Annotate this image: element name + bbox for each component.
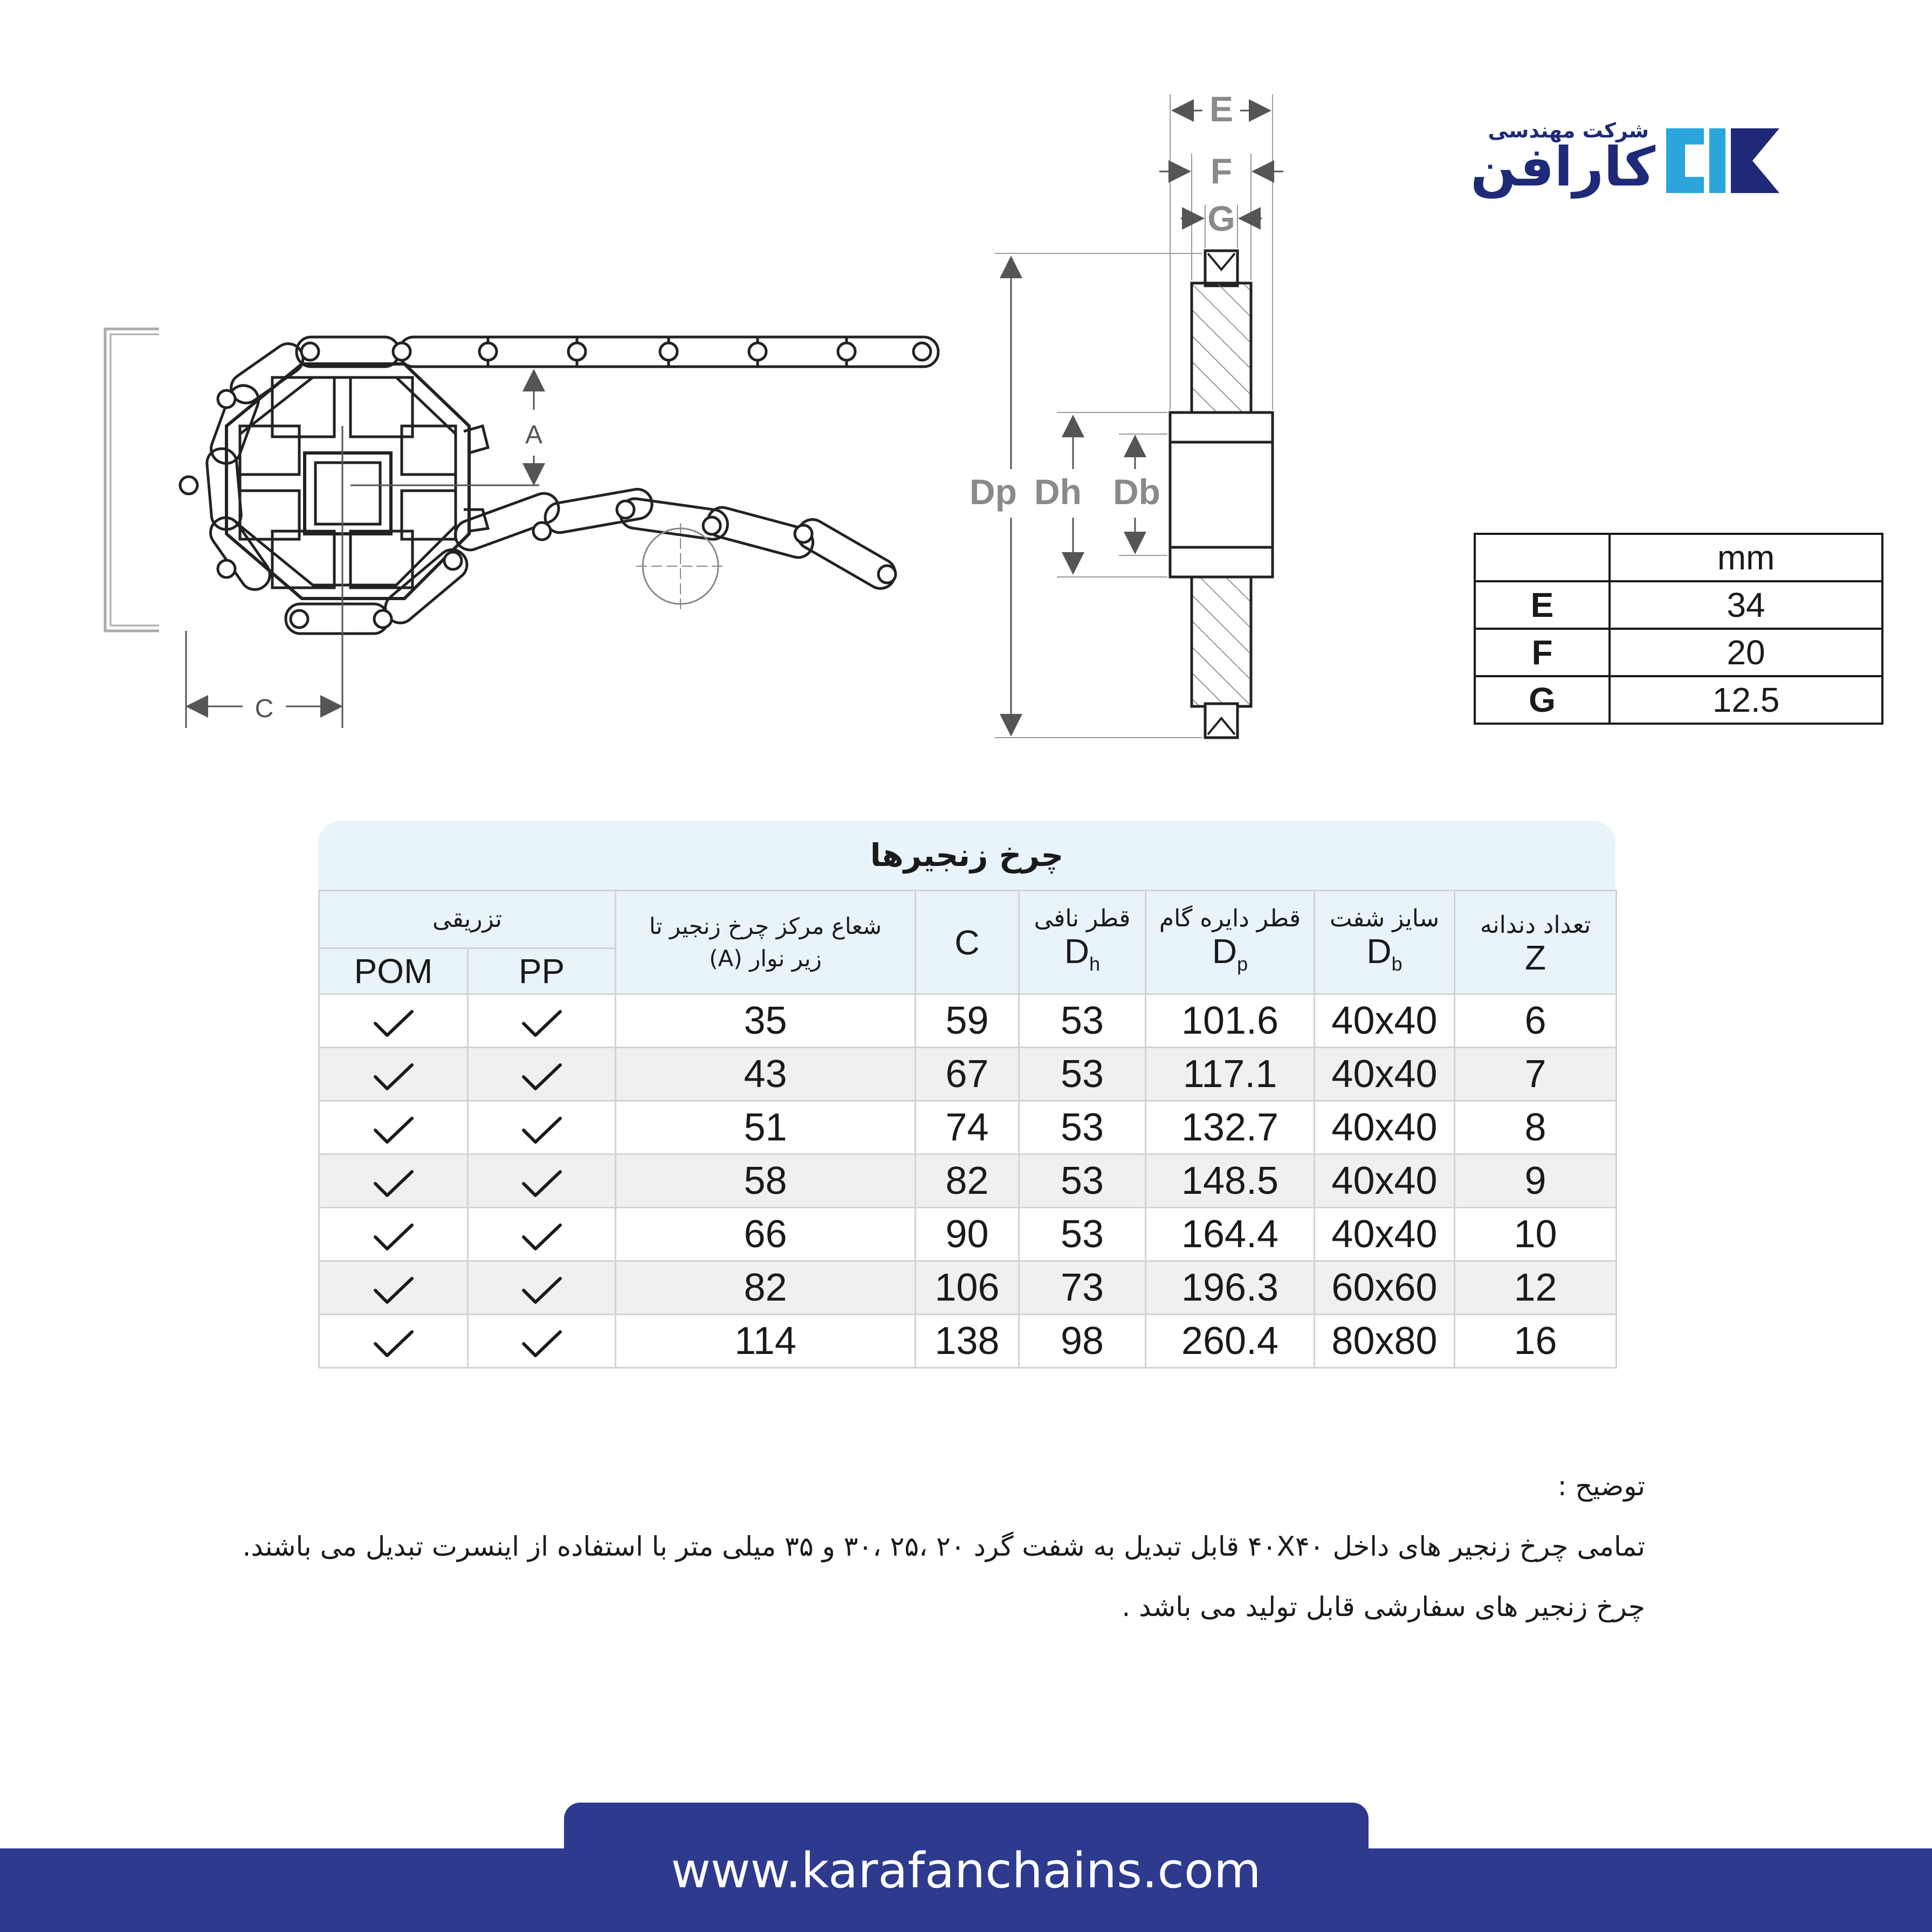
header-db xyxy=(1315,891,1455,994)
cell-z: 6 xyxy=(1455,994,1617,1048)
header-a-line2: زیر نوار (A) xyxy=(709,945,822,972)
notes-section xyxy=(81,1456,1645,1637)
cell-dp: 164.4 xyxy=(1146,1208,1315,1261)
check-icon xyxy=(372,1222,415,1252)
dimension-row-g xyxy=(1475,676,1882,724)
check-icon xyxy=(520,1329,563,1359)
header-pp-text: PP xyxy=(518,952,565,991)
header-a-line1: شعاع مرکز چرخ زنجیر تا xyxy=(649,912,882,939)
header-dh-fa: قطر نافی xyxy=(1034,904,1131,932)
cell-db: 40x40 xyxy=(1315,1208,1455,1261)
check-icon xyxy=(372,1329,415,1359)
notes-heading: توضیح : xyxy=(1557,1470,1645,1502)
dimension-key: F xyxy=(1475,629,1610,676)
cell-db: 40x40 xyxy=(1315,1154,1455,1208)
table-row xyxy=(319,1048,1617,1101)
check-icon xyxy=(520,1062,563,1092)
check-icon xyxy=(520,1275,563,1305)
cell-z: 8 xyxy=(1455,1101,1617,1154)
table-row xyxy=(319,1154,1617,1208)
cell-a: 66 xyxy=(616,1208,916,1261)
label-dp: Dp xyxy=(970,472,1017,512)
cell-z: 7 xyxy=(1455,1048,1617,1101)
cell-dh: 73 xyxy=(1019,1261,1146,1315)
label-g: G xyxy=(1207,198,1235,238)
sprocket-side-section xyxy=(1170,251,1273,738)
notes-line-2: چرخ زنجیر های سفارشی قابل تولید می باشد . xyxy=(1122,1591,1645,1622)
check-icon xyxy=(372,1168,415,1199)
cell-pp xyxy=(468,1315,616,1368)
cell-dp: 260.4 xyxy=(1146,1315,1315,1368)
table-row xyxy=(319,1315,1617,1368)
dimension-table-corner xyxy=(1475,534,1610,581)
header-z xyxy=(1455,891,1617,994)
dimension-unit: mm xyxy=(1610,534,1882,581)
sprocket-table-container xyxy=(318,821,1615,1369)
header-injection-text: تزریقی xyxy=(432,905,502,933)
cell-a: 51 xyxy=(616,1101,916,1154)
cell-c: 67 xyxy=(916,1048,1019,1101)
header-injection xyxy=(319,891,616,948)
header-dp-sub: p xyxy=(1237,952,1248,975)
cell-c: 82 xyxy=(916,1154,1019,1208)
sprocket-table-title: چرخ زنجیرها xyxy=(318,821,1615,890)
dimension-row-e xyxy=(1475,581,1882,629)
cell-z: 12 xyxy=(1455,1261,1617,1315)
cell-pp xyxy=(468,1208,616,1261)
cell-pom xyxy=(319,1154,468,1208)
label-db: Db xyxy=(1113,472,1160,512)
header-a xyxy=(616,891,916,994)
cell-pom xyxy=(319,1208,468,1261)
website-link[interactable]: www.karafanchains.com xyxy=(671,1842,1261,1899)
header-pom-text: POM xyxy=(354,952,433,991)
cell-c: 106 xyxy=(916,1261,1019,1315)
cell-z: 16 xyxy=(1455,1315,1617,1368)
cell-dp: 132.7 xyxy=(1146,1101,1315,1154)
check-icon xyxy=(372,1062,415,1092)
header-db-sym: D xyxy=(1366,931,1392,971)
cell-pom xyxy=(319,1048,468,1101)
cell-pp xyxy=(468,994,616,1048)
cell-db: 40x40 xyxy=(1315,994,1455,1048)
cell-a: 114 xyxy=(616,1315,916,1368)
check-icon xyxy=(372,1008,415,1039)
header-pp xyxy=(468,948,616,994)
logo-subtitle: شرکت مهندسی xyxy=(1488,119,1649,142)
dimension-row-f xyxy=(1475,629,1882,676)
cell-z: 10 xyxy=(1455,1208,1617,1261)
header-z-fa: تعداد دندانه xyxy=(1480,911,1591,939)
header-dp-sym: D xyxy=(1212,931,1237,971)
header-c xyxy=(916,891,1019,994)
header-dh-sym: D xyxy=(1064,931,1090,971)
sprocket-table-header-row-1 xyxy=(319,891,1617,948)
cell-dh: 98 xyxy=(1019,1315,1146,1368)
cell-pp xyxy=(468,1048,616,1101)
sprocket-table xyxy=(318,890,1617,1369)
logo-name: کارافن xyxy=(1470,135,1655,198)
check-icon xyxy=(372,1275,415,1305)
cell-c: 59 xyxy=(916,994,1019,1048)
cell-pp xyxy=(468,1101,616,1154)
cell-pom xyxy=(319,1315,468,1368)
cell-a: 82 xyxy=(616,1261,916,1315)
cell-dh: 53 xyxy=(1019,994,1146,1048)
dimension-key: E xyxy=(1475,581,1610,629)
cell-a: 58 xyxy=(616,1154,916,1208)
label-f: F xyxy=(1210,151,1233,191)
dimension-value: 12.5 xyxy=(1610,676,1882,724)
cell-dp: 196.3 xyxy=(1146,1261,1315,1315)
dimension-value: 20 xyxy=(1610,629,1882,676)
cell-dp: 148.5 xyxy=(1146,1154,1315,1208)
dimension-key: G xyxy=(1475,676,1610,724)
cell-dh: 53 xyxy=(1019,1154,1146,1208)
header-dp-fa: قطر دایره گام xyxy=(1159,904,1301,932)
header-dp xyxy=(1146,891,1315,994)
label-a: A xyxy=(525,421,543,449)
check-icon xyxy=(520,1008,563,1039)
dimension-table-header xyxy=(1475,534,1882,581)
cell-dp: 101.6 xyxy=(1146,994,1315,1048)
cell-c: 138 xyxy=(916,1315,1019,1368)
dimension-value: 34 xyxy=(1610,581,1882,629)
cell-a: 43 xyxy=(616,1048,916,1101)
notes-line-1: تمامی چرخ زنجیر های داخل ۴۰X۴۰ قابل تبدیل به شفت گرد ۲۰ ،۲۵ ،۳۰ و ۳۵ میلی متر با استفاده از اینسرت تبدیل می باشند. xyxy=(242,1531,1645,1562)
label-c: C xyxy=(255,695,274,723)
dimension-table xyxy=(1474,533,1883,725)
check-icon xyxy=(372,1115,415,1145)
table-row xyxy=(319,1208,1617,1261)
cell-pom xyxy=(319,994,468,1048)
table-row xyxy=(319,1261,1617,1315)
cell-dp: 117.1 xyxy=(1146,1048,1315,1101)
chain-sprocket-front-view xyxy=(105,329,938,728)
cell-c: 90 xyxy=(916,1208,1019,1261)
header-c-text: C xyxy=(954,923,980,962)
table-row xyxy=(319,994,1617,1048)
header-db-fa: سایز شفت xyxy=(1329,904,1440,932)
cell-db: 60x60 xyxy=(1315,1261,1455,1315)
cell-db: 80x80 xyxy=(1315,1315,1455,1368)
cell-pom xyxy=(319,1101,468,1154)
header-db-sub: b xyxy=(1391,952,1402,975)
check-icon xyxy=(520,1222,563,1252)
cell-pp xyxy=(468,1261,616,1315)
cell-pp xyxy=(468,1154,616,1208)
cell-db: 40x40 xyxy=(1315,1101,1455,1154)
cell-pom xyxy=(319,1261,468,1315)
label-dh: Dh xyxy=(1034,472,1082,512)
check-icon xyxy=(520,1168,563,1199)
label-e: E xyxy=(1209,89,1234,129)
cell-dh: 53 xyxy=(1019,1208,1146,1261)
cell-db: 40x40 xyxy=(1315,1048,1455,1101)
check-icon xyxy=(520,1115,563,1145)
cell-z: 9 xyxy=(1455,1154,1617,1208)
sprocket-table-body xyxy=(319,994,1617,1368)
header-dh xyxy=(1019,891,1146,994)
cell-dh: 53 xyxy=(1019,1048,1146,1101)
header-dh-sub: h xyxy=(1089,952,1101,975)
cell-c: 74 xyxy=(916,1101,1019,1154)
header-z-sym: Z xyxy=(1524,938,1546,977)
table-row xyxy=(319,1101,1617,1154)
cell-a: 35 xyxy=(616,994,916,1048)
cell-dh: 53 xyxy=(1019,1101,1146,1154)
header-pom xyxy=(319,948,468,994)
